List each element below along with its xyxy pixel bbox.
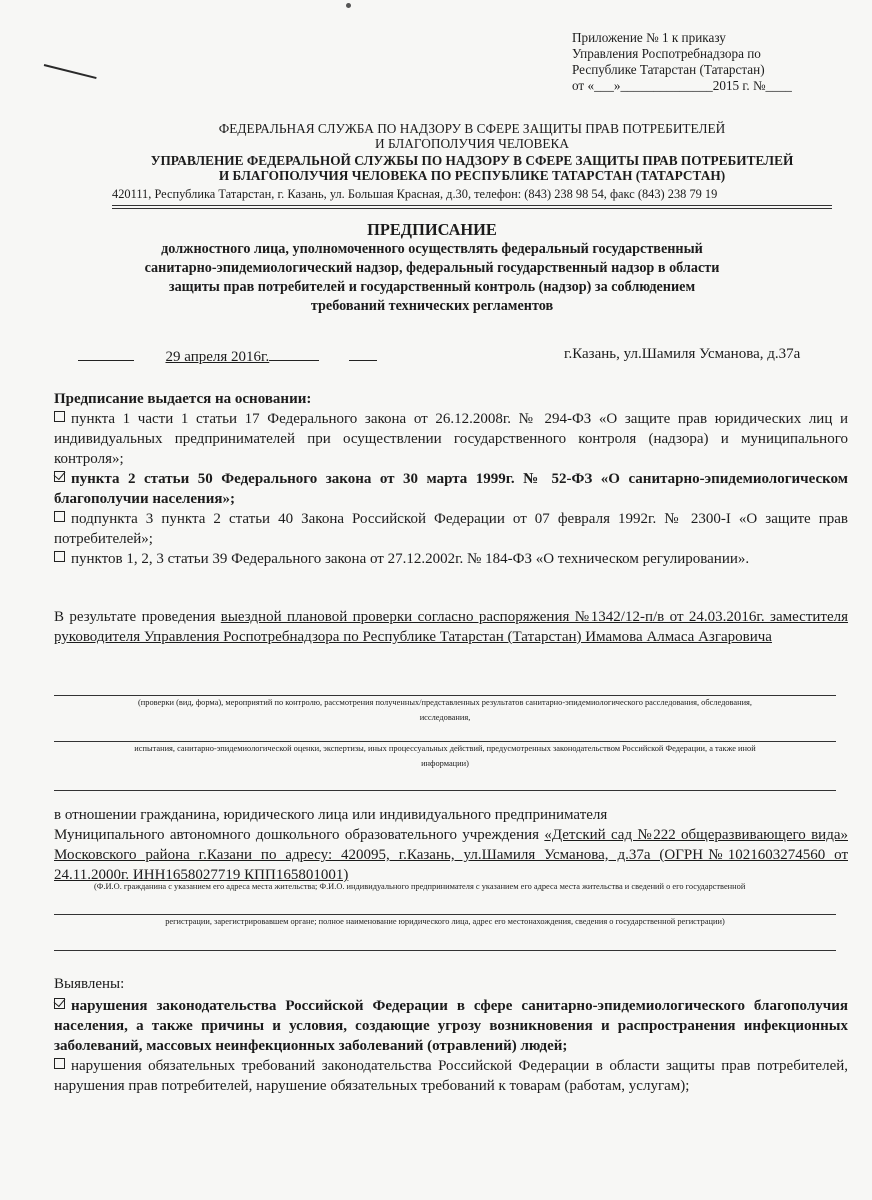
checkbox-unchecked[interactable] <box>54 1058 65 1069</box>
basis-section <box>54 389 848 569</box>
subtitle-line: защиты прав потребителей и государственный контроль (надзор) за соблюдением <box>168 279 696 295</box>
agency-line: ФЕДЕРАЛЬНАЯ СЛУЖБА ПО НАДЗОРУ В СФЕРЕ ЗАЩИТЫ ПРАВ ПОТРЕБИТЕЛЕЙ <box>218 121 726 136</box>
field-caption: регистрации, зарегистрировавшем органе; полное наименование юридического лица, адрес его местонахождения, сведения о государственной регистрации) <box>165 917 725 926</box>
appendix-line: Приложение № 1 к приказу <box>572 30 726 45</box>
blank-line <box>78 346 134 361</box>
basis-item-text: пункта 1 части 1 статьи 17 Федерального закона от 26.12.2008г. № 294-ФЗ «О защите прав юридических лиц и индивидуальных предпринимателей при осуществлении государственного контроля (надзора) и муниципального контроля»; <box>54 411 848 467</box>
basis-item-text: пунктов 1, 2, 3 статьи 39 Федерального закона от 27.12.2002г. № 184-ФЗ «О техническом регулировании». <box>71 551 750 567</box>
finding-item-text: нарушения законодательства Российской Федерации в сфере санитарно-эпидемиологического благополучия населения, а также причины и условия, создающие угрозу возникновения и распространения инфекционных заболеваний, массовых неинфекционных заболеваний (отравлений) людей; <box>54 998 848 1054</box>
caption-line: испытания, санитарно-эпидемиологической оценки, экспертизы, иных процессуальных действий, предусмотренных законодательством Российской Федерации, а также иной <box>134 744 756 753</box>
field-caption <box>54 697 836 723</box>
document-subtitle <box>112 240 752 316</box>
result-prefix: В результате проведения <box>54 609 216 625</box>
fill-line <box>54 950 836 951</box>
field-caption: (Ф.И.О. гражданина с указанием его адреса места жительства; Ф.И.О. индивидуального предпринимателя с указанием его адреса места жительства и сведений о его государственной <box>94 882 746 891</box>
fill-line <box>54 914 836 915</box>
appendix-line: Управления Роспотребнадзора по <box>572 46 761 61</box>
checkbox-unchecked[interactable] <box>54 511 65 522</box>
subject-text <box>54 825 848 885</box>
department-line: И БЛАГОПОЛУЧИЯ ЧЕЛОВЕКА ПО РЕСПУБЛИКЕ ТАТАРСТАН (ТАТАРСТАН) <box>218 168 726 183</box>
result-paragraph <box>54 607 848 647</box>
caption-line: исследования, <box>419 713 471 722</box>
subject-intro: в отношении гражданина, юридического лица или индивидуального предпринимателя <box>54 807 608 823</box>
subtitle-line: требований технических регламентов <box>310 298 554 314</box>
subtitle-line: санитарно-эпидемиологический надзор, федеральный государственный надзор в области <box>144 260 720 276</box>
checkbox-checked[interactable] <box>54 998 65 1009</box>
pen-mark <box>44 64 97 79</box>
department-line: УПРАВЛЕНИЕ ФЕДЕРАЛЬНОЙ СЛУЖБЫ ПО НАДЗОРУ В СФЕРЕ ЗАЩИТЫ ПРАВ ПОТРЕБИТЕЛЕЙ <box>150 153 794 168</box>
subject-organization-details: «Детский сад №222 общеразвивающего вида» Московского района г.Казани по адресу: 420095, г.Казань, ул.Шамиля Усманова, д.37а (ОГРН№1021603274560 от 24.11.2000г. ИНН1658027719 КПП165801001) <box>54 827 848 883</box>
caption-line: информации) <box>421 759 469 768</box>
finding-item <box>54 1056 848 1096</box>
caption-line: (проверки (вид, форма), мероприятий по контролю, рассмотрения полученных/представленных результатов санитарно-эпидемиологического расследования, обследования, <box>137 698 753 707</box>
subject-organization-type: Муниципального автономного дошкольного образовательного учреждения <box>54 827 540 843</box>
basis-item <box>54 549 848 569</box>
fill-line <box>54 695 836 696</box>
basis-item-text: пункта 2 статьи 50 Федерального закона от 30 марта 1999г. № 52-ФЗ «О санитарно-эпидемиологическом благополучии населения»; <box>54 471 848 507</box>
inspection-description: выездной плановой проверки согласно распоряжения №1342/12-п/в от 24.03.2016г. заместителя руководителя Управления Роспотребнадзора по Республике Татарстан (Татарстан) Имамова Алмаса Азгаровича <box>54 609 849 645</box>
basis-item <box>54 509 848 549</box>
findings-heading: Выявлены: <box>54 976 125 992</box>
findings-section <box>54 974 848 1096</box>
field-caption <box>54 743 836 769</box>
basis-item <box>54 469 848 509</box>
finding-item-text: нарушения обязательных требований законодательства Российской Федерации в области защиты прав потребителей, нарушения прав потребителей, нарушение обязательных требований к товарам (работам, услугам); <box>54 1058 848 1094</box>
date-place-row <box>78 346 872 366</box>
checkbox-unchecked[interactable] <box>54 551 65 562</box>
subtitle-line: должностного лица, уполномоченного осуществлять федеральный государственный <box>161 241 703 257</box>
subject-section <box>54 805 848 885</box>
agency-name <box>112 121 832 151</box>
checkbox-checked[interactable] <box>54 471 65 482</box>
checkbox-unchecked[interactable] <box>54 411 65 422</box>
fill-line <box>54 790 836 791</box>
appendix-line: Республике Татарстан (Татарстан) <box>572 62 765 77</box>
fill-line <box>54 741 836 742</box>
finding-item <box>54 996 848 1056</box>
letterhead <box>112 121 832 206</box>
basis-item <box>54 409 848 469</box>
address-text: 420111, Республика Татарстан, г. Казань, ул. Большая Красная, д.30, телефон: (843) 238 98 54, факс (843) 238 79 19 <box>112 187 718 201</box>
scan-speck <box>346 3 351 8</box>
department-name <box>112 153 832 183</box>
document-date: 29 апреля 2016г. <box>165 349 270 365</box>
blank-line <box>269 346 319 361</box>
department-address <box>112 187 832 206</box>
basis-item-text: подпункта 3 пункта 2 статьи 40 Закона Российской Федерации от 07 февраля 1992г. № 2300-I «О защите прав потребителей»; <box>54 511 848 547</box>
blank-line <box>349 346 377 361</box>
appendix-line: от «___»______________2015 г. №____ <box>572 78 792 93</box>
letterhead-divider <box>112 208 832 209</box>
agency-line: И БЛАГОПОЛУЧИЯ ЧЕЛОВЕКА <box>375 136 569 151</box>
document-place: г.Казань, ул.Шамиля Усманова, д.37а <box>564 346 801 362</box>
document-title: ПРЕДПИСАНИЕ <box>367 220 497 239</box>
appendix-block <box>572 30 862 94</box>
basis-heading: Предписание выдается на основании: <box>54 391 312 407</box>
